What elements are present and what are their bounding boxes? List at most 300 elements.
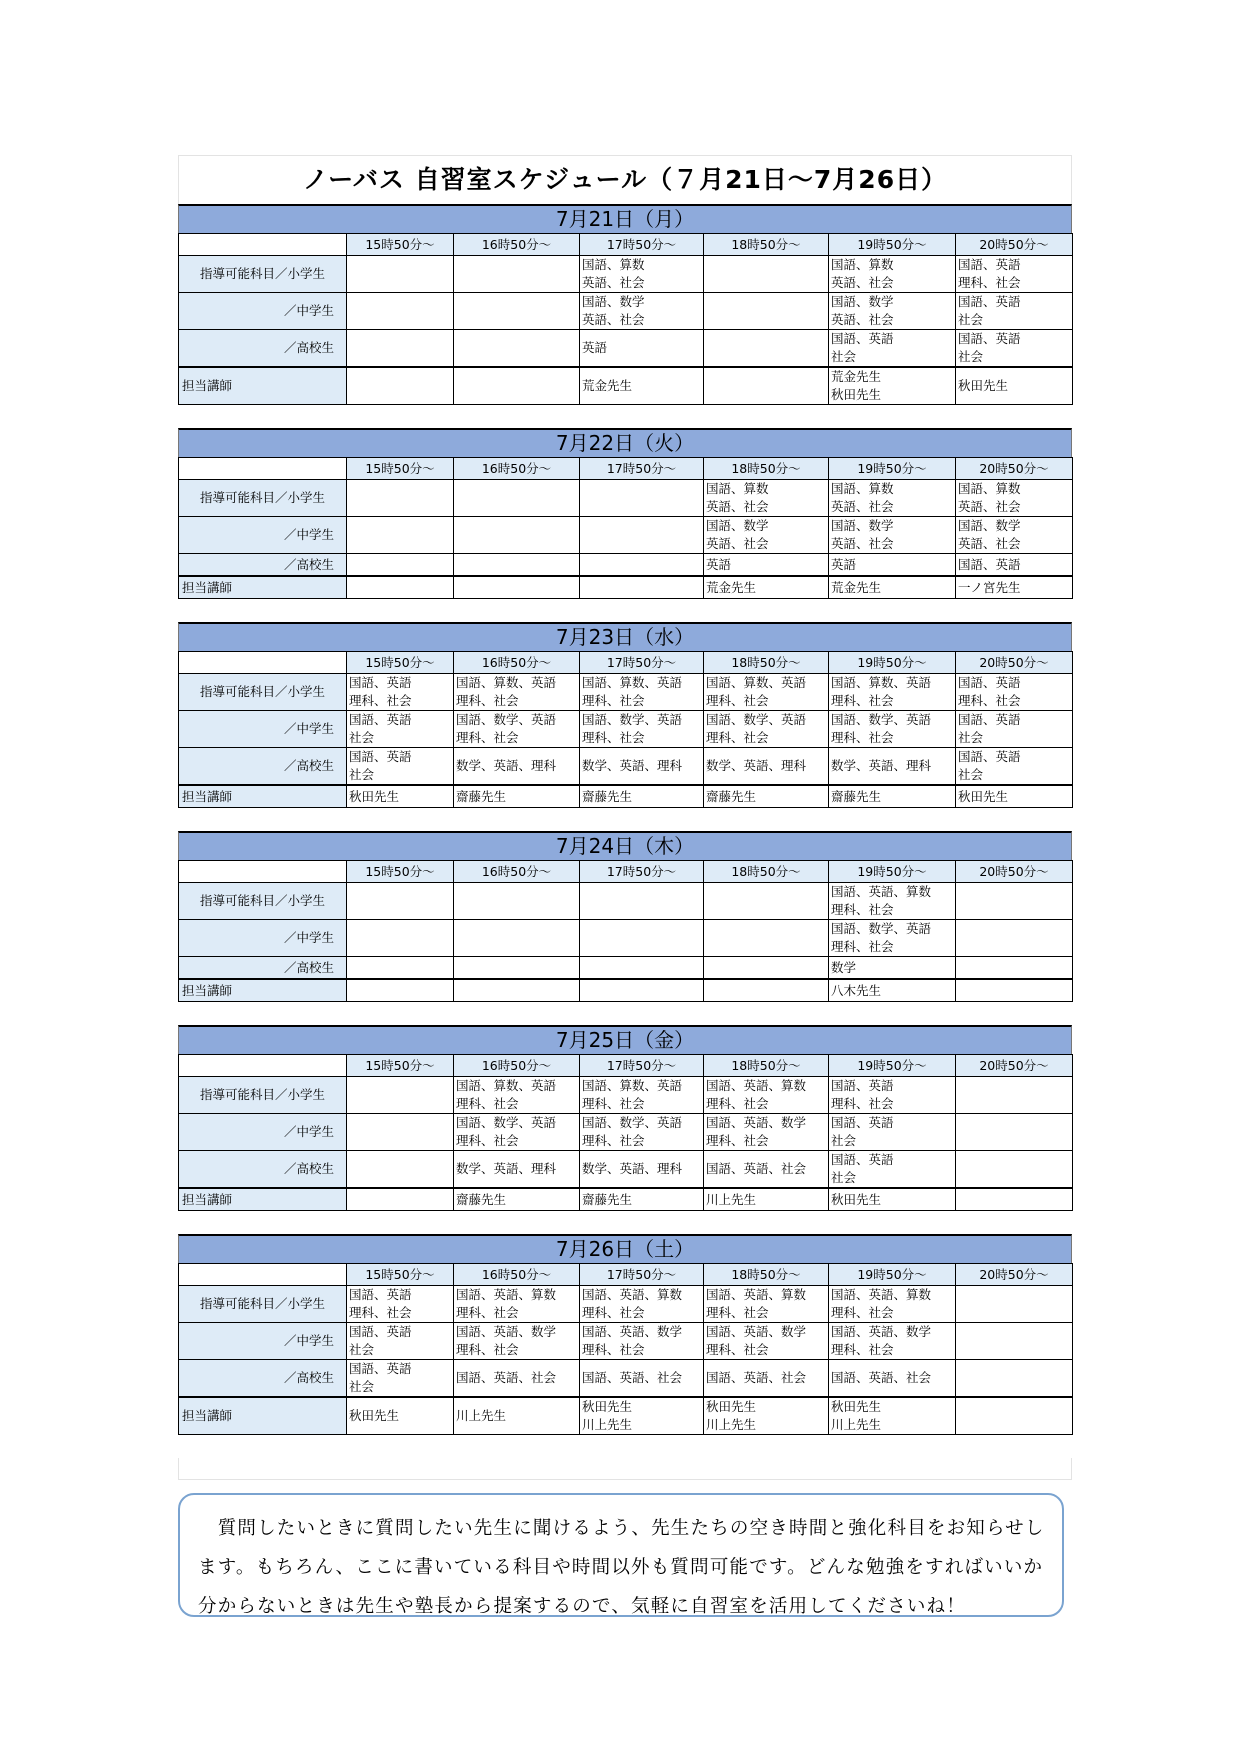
cell-line: 国語、算数、英語 [706,675,807,690]
schedule-sheet [178,155,1072,1480]
row-label-middle: ／中学生 [179,517,347,554]
subject-cell [704,957,829,980]
time-slot-header: 19時50分～ [829,1264,956,1286]
row-elementary [179,256,1073,293]
subject-cell [956,1077,1073,1114]
cell-line: 社会 [349,767,375,782]
row-elementary [179,883,1073,920]
cell-line: 国語、算数 [582,257,645,272]
teacher-cell [704,1188,829,1211]
teacher-cell [454,576,580,599]
cell-line: 理科、社会 [456,730,519,745]
subject-cell [829,1286,956,1323]
subject-cell [580,293,704,330]
row-middle [179,293,1073,330]
row-teacher [179,1188,1073,1211]
cell-line: 理科、社会 [456,693,519,708]
day-header: 7月26日（土） [178,1234,1072,1263]
subject-cell [829,1323,956,1360]
day-block [178,1234,1072,1435]
cell-line: 国語、英語 [958,294,1021,309]
teacher-cell [454,1188,580,1211]
subject-cell [454,1151,580,1189]
time-slot-header: 16時50分～ [454,652,580,674]
subject-cell [704,554,829,577]
time-slot-header: 18時50分～ [704,861,829,883]
row-label-teacher: 担当講師 [179,1397,347,1435]
subject-cell [704,674,829,711]
subject-cell [704,480,829,517]
cell-line: 秋田先生 [831,387,882,402]
cell-line: 国語、英語 [349,712,412,727]
time-slot-header: 19時50分～ [829,1055,956,1077]
day-header: 7月21日（月） [178,204,1072,233]
subject-cell [829,711,956,748]
cell-line: 国語、算数、英語 [456,675,557,690]
cell-line: 川上先生 [706,1417,757,1432]
teacher-cell [347,576,454,599]
subject-cell [580,957,704,980]
subject-cell [956,674,1073,711]
time-slot-header: 16時50分～ [454,1264,580,1286]
subject-cell [829,293,956,330]
row-teacher [179,1397,1073,1435]
subject-cell [580,517,704,554]
cell-line: 国語、算数、英語 [831,675,932,690]
cell-line: 英語、社会 [958,536,1021,551]
row-label-teacher: 担当講師 [179,367,347,405]
row-middle [179,920,1073,957]
cell-line: 国語、数学、英語 [456,712,557,727]
cell-line: 理科、社会 [831,1342,894,1357]
cell-line: 社会 [831,1133,857,1148]
schedule-table [178,860,1073,1002]
time-slot-row [179,861,1073,883]
cell-line: 理科、社会 [831,693,894,708]
subject-cell [347,674,454,711]
subject-cell [347,748,454,786]
teacher-cell [347,979,454,1002]
teacher-cell [704,979,829,1002]
cell-line: 理科、社会 [831,1305,894,1320]
cell-line: 理科、社会 [706,1305,769,1320]
row-high [179,1360,1073,1398]
subject-cell [956,883,1073,920]
cell-line: 国語、英語、社会 [831,1370,932,1385]
subject-cell [704,256,829,293]
cell-line: 国語、英語、算数 [456,1287,557,1302]
subject-cell [347,330,454,368]
row-high [179,1151,1073,1189]
subject-cell [829,748,956,786]
cell-line: 理科、社会 [831,730,894,745]
cell-line: 国語、数学、英語 [831,921,932,936]
cell-line: 秋田先生 [958,788,1009,804]
teacher-cell [580,367,704,405]
cell-line: 英語、社会 [831,312,894,327]
time-slot-header: 20時50分～ [956,652,1073,674]
time-slot-row [179,652,1073,674]
teacher-cell [347,785,454,808]
teacher-cell [454,785,580,808]
cell-line: 秋田先生 [349,1408,400,1423]
cell-line: 社会 [831,349,857,364]
row-high [179,554,1073,577]
cell-line: 数学、英語、理科 [706,758,807,773]
cell-line: 国語、英語 [349,675,412,690]
subject-cell [956,1286,1073,1323]
subject-cell [347,1151,454,1189]
cell-line: 国語、英語 [958,749,1021,764]
subject-cell [347,256,454,293]
teacher-cell [347,367,454,405]
cell-line: 国語、英語 [349,749,412,764]
cell-line: 社会 [831,1170,857,1185]
time-slot-header: 18時50分～ [704,458,829,480]
cell-line: 国語、英語 [831,1152,894,1167]
cell-line: 理科、社会 [706,1342,769,1357]
row-label-high: ／高校生 [179,748,347,786]
cell-line: 国語、英語 [958,675,1021,690]
row-high [179,957,1073,980]
cell-line: 秋田先生 [582,1399,633,1414]
time-slot-header: 16時50分～ [454,1055,580,1077]
cell-line: 社会 [958,312,984,327]
subject-cell [829,1151,956,1189]
teacher-cell [580,1188,704,1211]
cell-line: 英語、社会 [706,536,769,551]
cell-line: 理科、社会 [456,1342,519,1357]
schedule-table [178,1263,1073,1435]
corner-cell [179,861,347,883]
time-slot-row [179,1264,1073,1286]
corner-cell [179,1055,347,1077]
subject-cell [956,1360,1073,1398]
subject-cell [704,293,829,330]
cell-line: 英語 [582,340,608,355]
subject-cell [580,1323,704,1360]
subject-cell [704,920,829,957]
time-slot-header: 18時50分～ [704,234,829,256]
teacher-cell [704,367,829,405]
row-middle [179,1323,1073,1360]
row-label-elementary: 指導可能科目／小学生 [179,1077,347,1114]
cell-line: 川上先生 [582,1417,633,1432]
row-label-elementary: 指導可能科目／小学生 [179,674,347,711]
cell-line: 一ノ宮先生 [958,579,1021,595]
teacher-cell [956,367,1073,405]
cell-line: 国語、英語、社会 [706,1370,807,1385]
subject-cell [454,517,580,554]
time-slot-header: 20時50分～ [956,1264,1073,1286]
subject-cell [704,1286,829,1323]
subject-cell [580,330,704,368]
cell-line: 理科、社会 [831,902,894,917]
time-slot-header: 15時50分～ [347,652,454,674]
subject-cell [829,920,956,957]
subject-cell [829,674,956,711]
cell-line: 国語、英語 [349,1287,412,1302]
teacher-cell [956,1397,1073,1435]
row-label-teacher: 担当講師 [179,1188,347,1211]
time-slot-header: 16時50分～ [454,861,580,883]
day-block [178,831,1072,1002]
subject-cell [580,920,704,957]
cell-line: 英語、社会 [582,275,645,290]
cell-line: 国語、英語 [958,257,1021,272]
subject-cell [347,1360,454,1398]
cell-line: 荒金先生 [582,378,633,393]
row-label-teacher: 担当講師 [179,785,347,808]
cell-line: 国語、英語 [958,331,1021,346]
subject-cell [580,480,704,517]
subject-cell [580,1286,704,1323]
cell-line: 国語、英語 [831,331,894,346]
time-slot-header: 19時50分～ [829,652,956,674]
schedule-table [178,651,1073,808]
cell-line: 国語、数学、英語 [582,1115,683,1130]
subject-cell [829,554,956,577]
cell-line: 秋田先生 [831,1399,882,1414]
cell-line: 国語、英語 [349,1361,412,1376]
schedule-table [178,233,1073,405]
schedule-table [178,457,1073,599]
day-block [178,204,1072,405]
time-slot-header: 20時50分～ [956,1055,1073,1077]
subject-cell [704,1151,829,1189]
subject-cell [454,957,580,980]
time-slot-header: 15時50分～ [347,1055,454,1077]
time-slot-header: 19時50分～ [829,234,956,256]
corner-cell [179,234,347,256]
subject-cell [454,1286,580,1323]
time-slot-header: 17時50分～ [580,1264,704,1286]
subject-cell [454,1323,580,1360]
subject-cell [580,883,704,920]
row-label-high: ／高校生 [179,1360,347,1398]
cell-line: 英語、社会 [582,312,645,327]
cell-line: 理科、社会 [706,693,769,708]
cell-line: 社会 [958,349,984,364]
row-teacher [179,979,1073,1002]
subject-cell [704,883,829,920]
subject-cell [580,554,704,577]
subject-cell [829,883,956,920]
subject-cell [704,1114,829,1151]
cell-line: 国語、英語、算数 [706,1287,807,1302]
cell-line: 数学、英語、理科 [582,758,683,773]
teacher-cell [580,785,704,808]
subject-cell [704,748,829,786]
cell-line: 国語、英語、算数 [706,1078,807,1093]
teacher-cell [829,979,956,1002]
subject-cell [704,517,829,554]
subject-cell [829,1077,956,1114]
cell-line: 国語、算数、英語 [582,675,683,690]
time-slot-header: 15時50分～ [347,458,454,480]
row-high [179,330,1073,368]
row-label-teacher: 担当講師 [179,979,347,1002]
cell-line: 理科、社会 [349,1305,412,1320]
teacher-cell [829,576,956,599]
cell-line: 英語、社会 [831,536,894,551]
day-block [178,1025,1072,1211]
row-label-high: ／高校生 [179,330,347,368]
cell-line: 英語、社会 [831,499,894,514]
corner-cell [179,458,347,480]
cell-line: 理科、社会 [582,730,645,745]
row-label-middle: ／中学生 [179,293,347,330]
day-schedules [178,204,1072,1435]
cell-line: 英語、社会 [831,275,894,290]
cell-line: 英語、社会 [706,499,769,514]
teacher-cell [454,1397,580,1435]
day-block [178,428,1072,599]
subject-cell [454,330,580,368]
subject-cell [829,1360,956,1398]
teacher-cell [956,576,1073,599]
subject-cell [580,1360,704,1398]
cell-line: 齋藤先生 [582,1191,633,1207]
cell-line: 理科、社会 [582,1096,645,1111]
subject-cell [347,1077,454,1114]
teacher-cell [829,1397,956,1435]
teacher-cell [347,1397,454,1435]
teacher-cell [454,367,580,405]
cell-line: 齋藤先生 [831,788,882,804]
time-slot-header: 17時50分～ [580,652,704,674]
subject-cell [580,1151,704,1189]
cell-line: 国語、算数 [831,481,894,496]
schedule-table [178,1054,1073,1211]
subject-cell [580,711,704,748]
cell-line: 国語、英語 [349,1324,412,1339]
cell-line: 理科、社会 [706,1096,769,1111]
cell-line: 理科、社会 [582,693,645,708]
teacher-cell [580,1397,704,1435]
cell-line: 理科、社会 [831,1096,894,1111]
cell-line: 国語、英語 [958,556,1021,572]
cell-line: 社会 [349,1342,375,1357]
time-slot-row [179,234,1073,256]
time-slot-header: 19時50分～ [829,861,956,883]
cell-line: 国語、数学 [831,294,894,309]
subject-cell [347,293,454,330]
cell-line: 国語、英語、社会 [582,1370,683,1385]
cell-line: 社会 [349,1379,375,1394]
cell-line: 八木先生 [831,982,882,998]
teacher-cell [956,979,1073,1002]
row-teacher [179,367,1073,405]
teacher-cell [956,785,1073,808]
row-teacher [179,576,1073,599]
row-elementary [179,674,1073,711]
subject-cell [454,920,580,957]
cell-line: 国語、数学 [582,294,645,309]
cell-line: 国語、英語、数学 [831,1324,932,1339]
cell-line: 国語、英語 [831,1115,894,1130]
cell-line: 国語、算数 [706,481,769,496]
cell-line: 英語 [831,556,857,572]
cell-line: 国語、算数 [958,481,1021,496]
time-slot-header: 20時50分～ [956,234,1073,256]
teacher-cell [704,785,829,808]
cell-line: 英語、社会 [958,499,1021,514]
row-label-high: ／高校生 [179,1151,347,1189]
row-teacher [179,785,1073,808]
cell-line: 国語、数学 [958,518,1021,533]
subject-cell [829,330,956,368]
time-slot-header: 18時50分～ [704,1055,829,1077]
row-label-high: ／高校生 [179,957,347,980]
cell-line: 秋田先生 [706,1399,757,1414]
time-slot-header: 16時50分～ [454,234,580,256]
cell-line: 国語、英語 [831,1078,894,1093]
subject-cell [956,480,1073,517]
time-slot-header: 15時50分～ [347,234,454,256]
cell-line: 秋田先生 [831,1191,882,1207]
cell-line: 理科、社会 [456,1096,519,1111]
time-slot-row [179,1055,1073,1077]
cell-line: 秋田先生 [958,378,1009,393]
cell-line: 国語、英語、社会 [456,1370,557,1385]
row-label-high: ／高校生 [179,554,347,577]
cell-line: 理科、社会 [958,275,1021,290]
notice-box [178,1493,1064,1617]
subject-cell [704,711,829,748]
sheet-bottom-row [178,1458,1072,1480]
time-slot-header: 17時50分～ [580,1055,704,1077]
subject-cell [347,711,454,748]
subject-cell [704,1323,829,1360]
subject-cell [956,920,1073,957]
subject-cell [580,748,704,786]
cell-line: 数学、英語、理科 [831,758,932,773]
subject-cell [956,256,1073,293]
cell-line: 社会 [958,767,984,782]
cell-line: 国語、英語、算数 [831,884,932,899]
row-label-elementary: 指導可能科目／小学生 [179,883,347,920]
cell-line: 国語、数学、英語 [831,712,932,727]
day-header: 7月23日（水） [178,622,1072,651]
subject-cell [347,883,454,920]
cell-line: 数学、英語、理科 [582,1161,683,1176]
cell-line: 数学、英語、理科 [456,758,557,773]
cell-line: 国語、英語 [958,712,1021,727]
subject-cell [454,1360,580,1398]
row-elementary [179,1077,1073,1114]
time-slot-header: 19時50分～ [829,458,956,480]
subject-cell [454,480,580,517]
cell-line: 国語、数学 [706,518,769,533]
subject-cell [704,330,829,368]
time-slot-header: 18時50分～ [704,1264,829,1286]
row-high [179,748,1073,786]
cell-line: 国語、算数 [831,257,894,272]
cell-line: 社会 [349,730,375,745]
cell-line: 国語、算数、英語 [582,1078,683,1093]
notice-text: 質問したいときに質問したい先生に聞けるよう、先生たちの空き時間と強化科目をお知らせします。もちろん、ここに書いている科目や時間以外も質問可能です。どんな勉強をすればいいか分からないときは先生や塾長から提案するので、気軽に自習室を活用してくださいね！ [198,1518,1045,1617]
subject-cell [956,1114,1073,1151]
row-label-middle: ／中学生 [179,920,347,957]
subject-cell [956,957,1073,980]
cell-line: 国語、英語、数学 [706,1324,807,1339]
time-slot-header: 20時50分～ [956,458,1073,480]
cell-line: 国語、英語、数学 [706,1115,807,1130]
cell-line: 齋藤先生 [456,788,507,804]
subject-cell [454,293,580,330]
time-slot-header: 20時50分～ [956,861,1073,883]
